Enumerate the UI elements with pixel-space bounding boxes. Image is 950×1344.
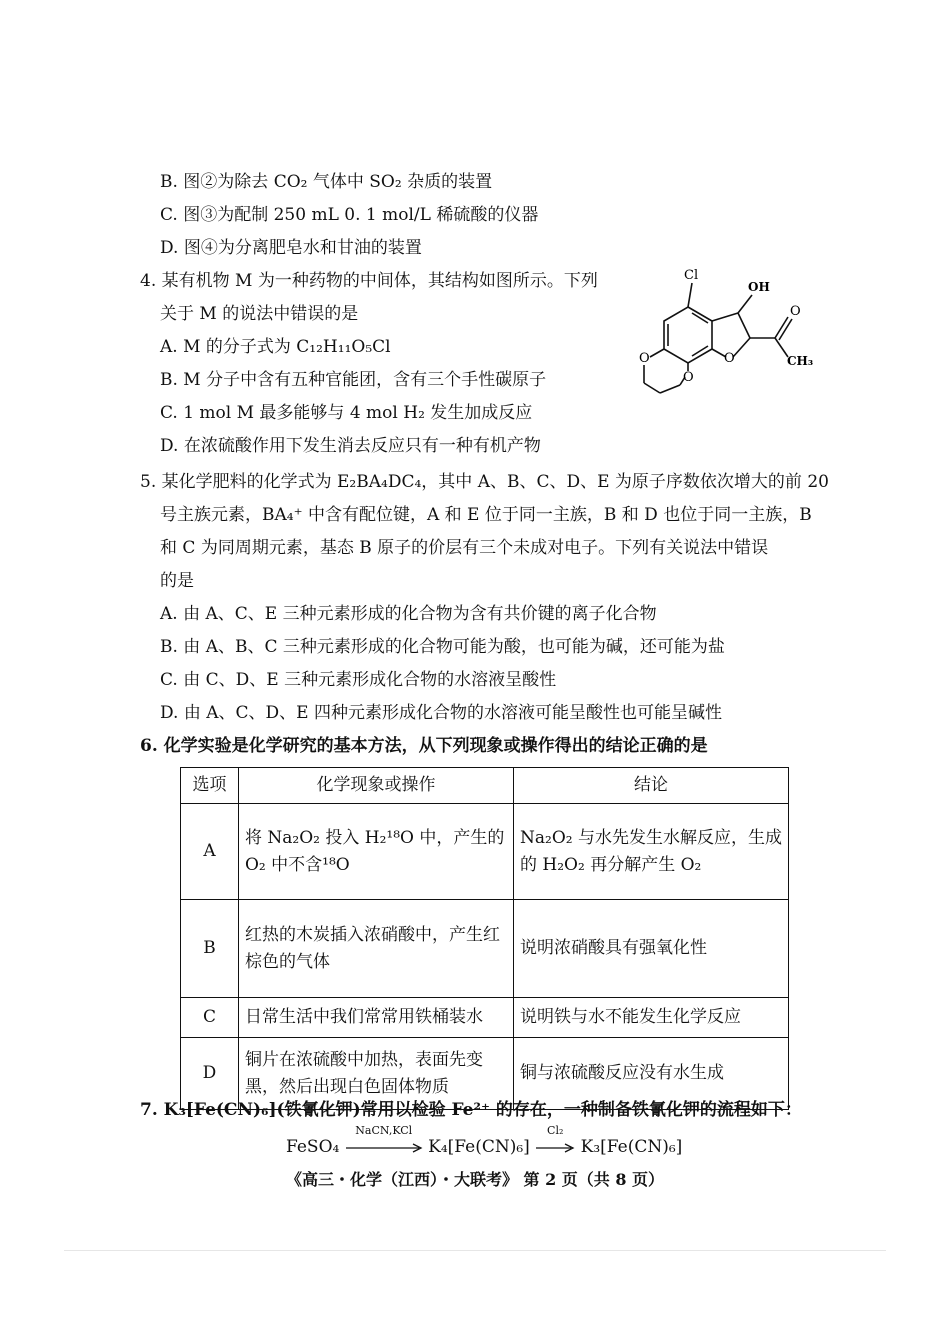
- row-option: B: [181, 900, 239, 998]
- header-option: 选项: [181, 768, 239, 804]
- reaction-arrow-1: [345, 1123, 423, 1158]
- oh-label: OH: [748, 280, 770, 294]
- arrow1-label: NaCN,KCl: [355, 1123, 413, 1137]
- row-operation: 将 Na₂O₂ 投入 H₂¹⁸O 中，产生的 O₂ 中不含¹⁸O: [239, 804, 514, 900]
- q3-option-b: B. 图②为除去 CO₂ 气体中 SO₂ 杂质的装置: [160, 172, 493, 192]
- row-operation: 日常生活中我们常常用铁桶装水: [239, 998, 514, 1038]
- row-option: A: [181, 804, 239, 900]
- cl-label: Cl: [684, 268, 699, 283]
- q5-stem-line2: 号主族元素，BA₄⁺ 中含有配位键，A 和 E 位于同一主族，B 和 D 也位于同一主族，B: [160, 505, 812, 525]
- q5-option-d: D. 由 A、C、D、E 四种元素形成化合物的水溶液可能呈酸性也可能呈碱性: [160, 703, 722, 723]
- q3-option-c: C. 图③为配制 250 mL 0. 1 mol/L 稀硫酸的仪器: [160, 205, 539, 225]
- q4-option-d: D. 在浓硫酸作用下发生消去反应只有一种有机产物: [160, 436, 541, 456]
- q5-stem-line3: 和 C 为同周期元素，基态 B 原子的价层有三个未成对电子。下列有关说法中错误: [160, 538, 769, 558]
- q6-table: [180, 767, 789, 1110]
- eq-reactant: FeSO₄: [286, 1137, 340, 1157]
- row-conclusion: 说明浓硝酸具有强氧化性: [514, 900, 789, 998]
- row-conclusion: 铜与浓硫酸反应没有水生成: [514, 1038, 789, 1110]
- arrow-right-icon: [535, 1143, 575, 1153]
- q5-option-a: A. 由 A、C、E 三种元素形成的化合物为含有共价键的离子化合物: [160, 604, 657, 624]
- page-footer: 《高三・化学（江西）・大联考》 第 2 页（共 8 页）: [285, 1170, 665, 1189]
- row-conclusion: 说明铁与水不能发生化学反应: [514, 998, 789, 1038]
- header-conclusion: 结论: [514, 768, 789, 804]
- q5-stem-line1: 5. 某化学肥料的化学式为 E₂BA₄DC₄，其中 A、B、C、D、E 为原子序数依次增大的前 20: [140, 472, 829, 492]
- row-option: D: [181, 1038, 239, 1110]
- reaction-arrow-2: [535, 1123, 575, 1158]
- molecule-structure: [630, 265, 820, 405]
- row-conclusion: Na₂O₂ 与水先发生水解反应，生成的 H₂O₂ 再分解产生 O₂: [514, 804, 789, 900]
- q7-stem: 7. K₃[Fe(CN)₆](铁氰化钾)常用以检验 Fe²⁺ 的存在，一种制备铁氰化钾的流程如下：: [140, 1100, 802, 1120]
- ring-oxygen-label: O: [724, 351, 735, 366]
- q5-stem-line4: 的是: [160, 571, 194, 591]
- table-row: [181, 900, 789, 998]
- q7-equation: [286, 1123, 683, 1158]
- eq-intermediate: K₄[Fe(CN)₆]: [428, 1137, 530, 1157]
- q4-option-b: B. M 分子中含有五种官能团，含有三个手性碳原子: [160, 370, 547, 390]
- dioxane-oxygen-2-label: O: [683, 370, 694, 385]
- row-operation: 铜片在浓硫酸中加热，表面先变黑，然后出现白色固体物质: [239, 1038, 514, 1110]
- dioxane-oxygen-1-label: O: [639, 351, 650, 366]
- q4-stem-line2: 关于 M 的说法中错误的是: [160, 304, 359, 324]
- table-row: [181, 998, 789, 1038]
- q4-stem-line1: 4. 某有机物 M 为一种药物的中间体，其结构如图所示。下列: [140, 271, 598, 291]
- header-operation: 化学现象或操作: [239, 768, 514, 804]
- q6-stem: 6. 化学实验是化学研究的基本方法，从下列现象或操作得出的结论正确的是: [140, 736, 708, 756]
- q5-option-c: C. 由 C、D、E 三种元素形成化合物的水溶液呈酸性: [160, 670, 557, 690]
- q4-option-a: A. M 的分子式为 C₁₂H₁₁O₅Cl: [160, 337, 391, 357]
- row-operation: 红热的木炭插入浓硝酸中，产生红棕色的气体: [239, 900, 514, 998]
- divider: [64, 1250, 886, 1251]
- arrow-right-icon: [345, 1143, 423, 1153]
- ch3-label: CH₃: [787, 354, 814, 368]
- q4-option-c: C. 1 mol M 最多能够与 4 mol H₂ 发生加成反应: [160, 403, 533, 423]
- eq-product: K₃[Fe(CN)₆]: [580, 1137, 683, 1157]
- q5-option-b: B. 由 A、B、C 三种元素形成的化合物可能为酸，也可能为碱，还可能为盐: [160, 637, 725, 657]
- row-option: C: [181, 998, 239, 1038]
- table-header-row: [181, 768, 789, 804]
- q3-option-d: D. 图④为分离肥皂水和甘油的装置: [160, 238, 422, 258]
- table-row: [181, 804, 789, 900]
- carbonyl-oxygen-label: O: [790, 304, 801, 319]
- arrow2-label: Cl₂: [547, 1123, 564, 1137]
